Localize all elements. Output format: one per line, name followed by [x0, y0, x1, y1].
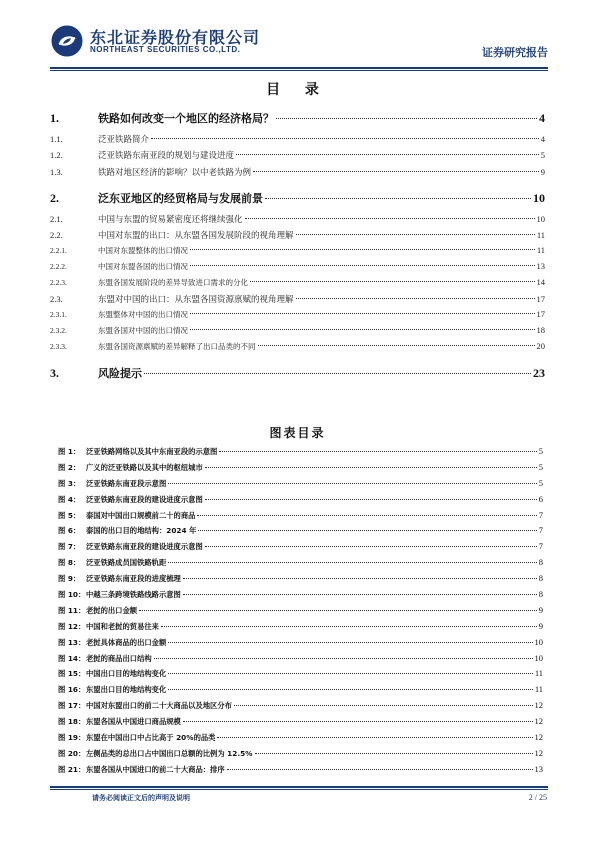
toc-entry-page: 14	[536, 277, 545, 288]
figure-entry-label: 图 8：	[58, 558, 81, 568]
toc-entry[interactable]	[50, 363, 545, 388]
toc-entry-title: 铁路对地区经济的影响？以中老铁路为例	[98, 167, 252, 178]
figure-entry-title: 老挝的出口金额	[86, 605, 138, 615]
dot-leader	[250, 281, 535, 282]
dot-leader	[255, 753, 533, 754]
figure-entry-page: 8	[538, 589, 543, 600]
figure-list-title: 图表目录	[269, 426, 326, 440]
toc-entry-page: 4	[539, 111, 545, 125]
figure-entry-page: 11	[534, 668, 543, 679]
figure-entry-label: 图 10：	[58, 590, 86, 600]
toc-entry-number: 3.	[50, 365, 59, 380]
figure-entry-page: 12	[534, 716, 543, 727]
toc-entry-title: 泛亚铁路简介	[98, 135, 150, 145]
figure-entry-label: 图 12：	[58, 621, 86, 631]
figure-entry-label: 图 15：	[58, 669, 86, 679]
figure-entry[interactable]	[58, 478, 543, 494]
figure-entry[interactable]	[58, 541, 543, 557]
dot-leader	[190, 313, 535, 314]
toc-entry-page: 17	[536, 293, 545, 304]
dot-leader	[190, 329, 535, 330]
figure-entry-title: 东盟各国从中国进口的前二十大商品：排序	[86, 764, 225, 774]
figure-entry[interactable]	[58, 462, 543, 478]
figure-entry-page: 9	[538, 620, 543, 631]
figure-entry-page: 8	[538, 573, 543, 584]
figure-list	[58, 446, 543, 780]
figure-entry[interactable]	[58, 525, 543, 541]
toc-entry-page: 4	[540, 134, 545, 144]
dot-leader	[236, 154, 539, 155]
dot-leader	[190, 265, 535, 266]
report-header	[50, 20, 548, 66]
toc-entry[interactable]	[50, 166, 545, 182]
dot-leader	[227, 769, 533, 770]
dot-leader	[245, 218, 535, 219]
figure-entry-label: 图 19：	[58, 733, 86, 743]
figure-entry-page: 7	[538, 509, 543, 520]
figure-entry-page: 7	[538, 525, 543, 536]
figure-entry-page: 7	[538, 541, 543, 552]
toc-entry-title: 东盟各国对中国的出口情况	[98, 325, 188, 335]
toc-entry[interactable]	[50, 213, 545, 229]
dot-leader	[168, 642, 532, 643]
toc-entry-number: 1.2.	[50, 150, 63, 161]
figure-entry[interactable]	[58, 700, 543, 716]
figure-entry-label: 图 6：	[58, 526, 81, 536]
toc-entry-page: 11	[536, 245, 545, 256]
figure-entry-label: 图 2：	[58, 462, 81, 472]
footer-divider-thin	[50, 789, 548, 790]
figure-entry-page: 12	[534, 747, 543, 758]
disclaimer-note: 请务必阅读正文后的声明及说明	[92, 794, 190, 802]
toc-entry-number: 2.3.1.	[50, 310, 67, 320]
toc-entry-number: 2.3.	[50, 293, 63, 304]
toc-entry[interactable]	[50, 188, 545, 213]
toc-entry-page: 11	[536, 230, 545, 241]
toc-entry-number: 2.	[50, 190, 59, 205]
company-logo-icon	[50, 24, 84, 58]
toc-entry-title: 中国对东盟各国的出口情况	[98, 262, 188, 272]
toc-entry-page: 10	[536, 213, 545, 224]
toc-entry-page: 5	[540, 150, 545, 161]
figure-entry[interactable]	[58, 668, 543, 684]
figure-entry[interactable]	[58, 684, 543, 700]
toc-entry-title: 铁路如何改变一个地区的经济格局？	[98, 112, 274, 125]
toc-entry[interactable]	[50, 108, 545, 133]
toc-entry-number: 2.3.2.	[50, 325, 67, 335]
toc-entry-page: 18	[536, 324, 545, 335]
figure-entry-label: 图 13：	[58, 637, 86, 647]
figure-entry-label: 图 5：	[58, 510, 81, 520]
toc-entry-number: 1.1.	[50, 134, 63, 144]
figure-entry-label: 图 21：	[58, 764, 86, 774]
dot-leader	[197, 515, 536, 516]
figure-entry-title: 中国出口目的地结构变化	[86, 669, 167, 679]
figure-entry-title: 泛亚铁路东南亚段示意图	[86, 478, 167, 488]
dot-leader	[154, 658, 533, 659]
toc-entry-number: 2.2.2.	[50, 262, 67, 272]
toc-entry-title: 风险提示	[98, 366, 142, 380]
toc-entry-number: 2.1.	[50, 213, 63, 224]
report-type-label: 证券研究报告	[482, 46, 548, 59]
figure-entry-title: 泰国的出口目的地结构：2024 年	[86, 526, 197, 536]
figure-entry-title: 泛亚铁路东南亚段的建设进度示意图	[86, 542, 203, 552]
company-name-en: NORTHEAST SECURITIES CO.,LTD.	[90, 45, 241, 54]
dot-leader	[265, 198, 531, 199]
toc-entry-title: 中国对东盟的出口：从东盟各国发展阶段的视角理解	[98, 231, 294, 242]
toc-entry-page: 9	[540, 166, 545, 177]
dot-leader	[183, 721, 533, 722]
toc-entry[interactable]	[50, 149, 545, 165]
figure-entry-label: 图 9：	[58, 574, 81, 584]
figure-entry-label: 图 11：	[58, 605, 86, 615]
figure-entry-page: 11	[534, 684, 543, 695]
toc-entry-page: 17	[536, 309, 545, 320]
toc-entry-page: 10	[533, 190, 545, 205]
figure-entry-title: 老挝具体商品的出口金额	[86, 637, 167, 647]
toc-entry[interactable]	[50, 229, 545, 245]
toc-entry-number: 1.3.	[50, 166, 63, 177]
figure-entry-title: 泛亚铁路成员国铁路轨距	[86, 558, 167, 568]
figure-entry-page: 8	[538, 557, 543, 568]
figure-entry-title: 中越三条跨境铁路线路示意图	[86, 590, 181, 600]
figure-entry-title: 泰国对中国出口规模前二十的商品	[86, 510, 196, 520]
toc-title: 目 录	[266, 82, 329, 98]
toc-entry-number: 2.2.	[50, 230, 63, 241]
figure-entry-page: 10	[534, 636, 543, 647]
figure-entry-title: 东盟在中国出口中占比高于 20%的品类	[86, 733, 216, 743]
toc-entry-page: 20	[536, 340, 545, 351]
figure-entry[interactable]	[58, 510, 543, 526]
figure-entry-title: 中国和老挝的贸易往来	[86, 621, 159, 631]
header-divider	[50, 67, 548, 69]
figure-entry-title: 广义的泛亚铁路以及其中的枢纽城市	[86, 462, 203, 472]
figure-entry[interactable]	[58, 716, 543, 732]
figure-entry[interactable]	[58, 446, 543, 462]
dot-leader	[205, 467, 537, 468]
figure-entry[interactable]	[58, 605, 543, 621]
figure-entry-label: 图 4：	[58, 494, 81, 504]
figure-entry-page: 5	[538, 477, 543, 488]
figure-entry-label: 图 16：	[58, 685, 86, 695]
dot-leader	[151, 138, 539, 139]
toc-entry-number: 2.2.1.	[50, 246, 67, 256]
dot-leader	[183, 594, 537, 595]
figure-entry[interactable]	[58, 637, 543, 653]
figure-entry-label: 图 18：	[58, 717, 86, 727]
toc-entry-number: 2.2.3.	[50, 278, 67, 288]
toc-entry[interactable]	[50, 245, 545, 261]
figure-entry-title: 中国对东盟出口的前二十大商品以及地区分布	[86, 701, 232, 711]
dot-leader	[253, 171, 539, 172]
dot-leader	[168, 483, 536, 484]
dot-leader	[296, 298, 535, 299]
figure-entry-page: 13	[534, 763, 543, 774]
toc-entry-title: 东盟各国资源禀赋的差异解释了出口品类的不同	[98, 341, 256, 351]
toc-entry-title: 中国对东盟整体的出口情况	[98, 246, 188, 256]
toc-entry[interactable]	[50, 133, 545, 149]
figure-entry-page: 12	[534, 700, 543, 711]
dot-leader	[296, 234, 535, 235]
dot-leader	[168, 673, 533, 674]
toc-entry-title: 东盟对中国的出口：从东盟各国资源禀赋的视角理解	[98, 294, 294, 305]
toc-entry-number: 2.3.3.	[50, 341, 67, 351]
figure-entry-title: 泛亚铁路东南亚段的进度梳理	[86, 574, 181, 584]
toc-entry[interactable]	[50, 277, 545, 293]
dot-leader	[198, 530, 536, 531]
figure-entry-page: 5	[538, 461, 543, 472]
figure-entry-title: 东盟各国从中国进口商品规模	[86, 717, 181, 727]
header-divider-thin	[50, 70, 548, 71]
figure-entry[interactable]	[58, 653, 543, 669]
figure-entry-label: 图 20：	[58, 748, 86, 758]
dot-leader	[168, 689, 533, 690]
dot-leader	[139, 610, 537, 611]
dot-leader	[258, 345, 535, 346]
toc-entry[interactable]	[50, 341, 545, 357]
figure-entry-label: 图 17：	[58, 701, 86, 711]
toc-entry-title: 东盟各国发展阶段的差异导致进口需求的分化	[98, 278, 248, 288]
toc-entry-page: 13	[536, 261, 545, 272]
dot-leader	[276, 118, 537, 119]
figure-entry[interactable]	[58, 557, 543, 573]
dot-leader	[190, 249, 535, 250]
page-number: 2 / 25	[528, 793, 547, 802]
dot-leader	[217, 737, 532, 738]
figure-entry-page: 12	[534, 732, 543, 743]
figure-entry-label: 图 1：	[58, 447, 81, 456]
figure-entry[interactable]	[58, 621, 543, 637]
figure-entry-title: 左侧品类的总出口占中国出口总额的比例为 12.5%	[86, 748, 253, 758]
table-of-contents	[50, 108, 545, 388]
figure-entry-page: 9	[538, 604, 543, 615]
figure-entry-title: 东盟出口目的地结构变化	[86, 685, 167, 695]
figure-entry-page: 6	[538, 493, 543, 504]
dot-leader	[183, 578, 537, 579]
figure-entry-label: 图 3：	[58, 478, 81, 488]
footer-divider	[50, 786, 548, 788]
toc-entry[interactable]	[50, 261, 545, 277]
figure-entry-title: 泛亚铁路网络以及其中东南亚段的示意图	[86, 447, 218, 456]
toc-entry[interactable]	[50, 309, 545, 325]
dot-leader	[219, 451, 536, 452]
toc-entry-title: 东盟整体对中国的出口情况	[98, 310, 188, 320]
toc-entry[interactable]	[50, 325, 545, 341]
figure-entry-title: 老挝的商品出口结构	[86, 653, 152, 663]
figure-entry-page: 5	[538, 446, 543, 456]
figure-entry-label: 图 7：	[58, 542, 81, 552]
figure-entry[interactable]	[58, 573, 543, 589]
figure-entry[interactable]	[58, 764, 543, 780]
dot-leader	[168, 562, 536, 563]
dot-leader	[144, 373, 531, 374]
figure-entry-title: 泛亚铁路东南亚段的建设进度示意图	[86, 494, 203, 504]
figure-entry[interactable]	[58, 748, 543, 764]
dot-leader	[205, 546, 537, 547]
figure-entry[interactable]	[58, 589, 543, 605]
dot-leader	[161, 626, 537, 627]
toc-entry-title: 泛亚铁路东南亚段的规划与建设进度	[98, 151, 235, 162]
figure-entry-label: 图 14：	[58, 653, 86, 663]
figure-entry-page: 10	[534, 652, 543, 663]
toc-entry-page: 23	[533, 365, 545, 380]
figure-entry[interactable]	[58, 494, 543, 510]
dot-leader	[205, 499, 537, 500]
toc-entry[interactable]	[50, 293, 545, 309]
toc-entry-title: 泛东亚地区的经贸格局与发展前景	[98, 191, 263, 205]
company-name-cn: 东北证券股份有限公司	[90, 28, 261, 47]
figure-entry[interactable]	[58, 732, 543, 748]
dot-leader	[234, 705, 533, 706]
toc-entry-number: 1.	[50, 111, 59, 125]
toc-entry-title: 中国与东盟的贸易紧密度还将继续强化	[98, 214, 243, 225]
